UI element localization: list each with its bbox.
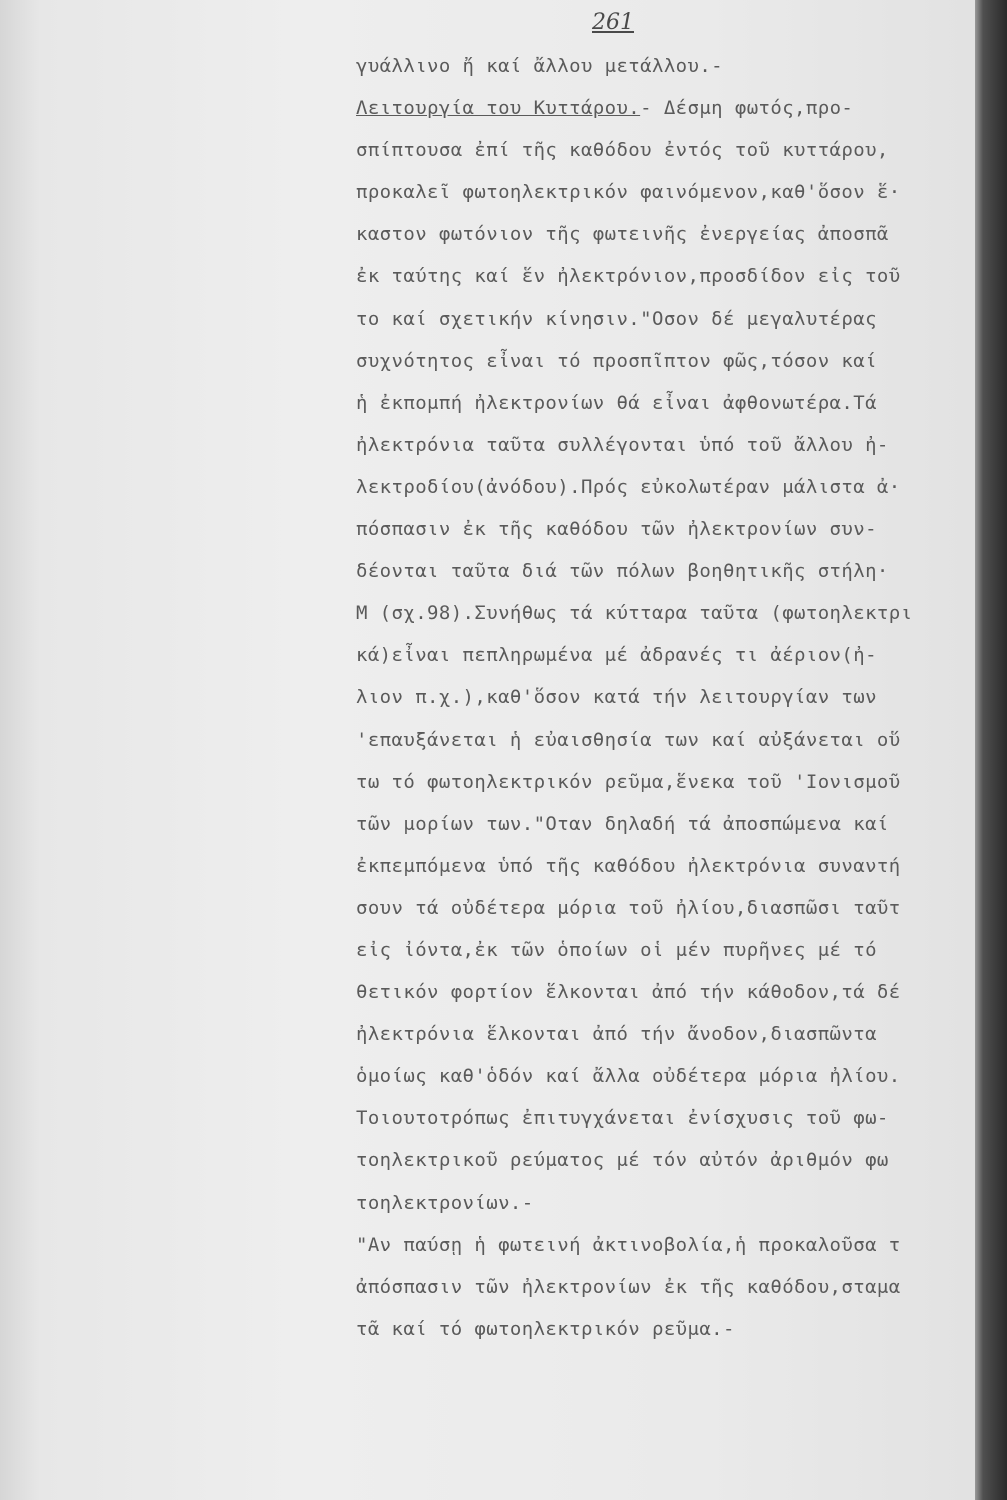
text-line: τῶν μορίων των."Οταν δηλαδή τά ἀποσπώμενα καί — [356, 812, 889, 835]
text-line: "Αν παύσῃ ἡ φωτεινή ἀκτινοβολία,ἡ προκαλοῦσα τ — [356, 1233, 901, 1256]
text-line: 'επαυξάνεται ἡ εὐαισθησία των καί αὐξάνεται οὕ — [356, 728, 901, 751]
text-line: καστον φωτόνιον τῆς φωτεινῆς ἐνεργείας ἀποσπᾶ — [356, 223, 889, 246]
text-line: ἀπόσπασιν τῶν ἠλεκτρονίων ἐκ τῆς καθόδου,σταμα — [356, 1275, 901, 1298]
section-heading: Λειτουργία του Κυττάρου. — [356, 97, 641, 120]
text-line: τοηλεκτρονίων.- — [356, 1191, 534, 1214]
text-line: Τοιουτοτρόπως ἐπιτυγχάνεται ἐνίσχυσις τοῦ φω- — [356, 1107, 889, 1130]
body-text — [356, 45, 972, 1350]
text-line: θετικόν φορτίον ἕλκονται ἀπό τήν κάθοδον,τά δέ — [356, 981, 901, 1004]
text-line: κά)εἶναι πεπληρωμένα μέ ἀδρανές τι ἀέριον(ἠ- — [356, 644, 877, 667]
text-line — [356, 87, 972, 129]
page-number: 261 — [592, 10, 634, 35]
text-line: γυάλλινο ἤ καί ἄλλου μετάλλου.- — [356, 55, 724, 77]
text-line: λιον π.χ.),καθ'ὅσον κατά τήν λειτουργίαν των — [356, 686, 877, 709]
text-line: ἐκπεμπόμενα ὑπό τῆς καθόδου ἠλεκτρόνια συναντή — [356, 854, 901, 877]
text-line: δέονται ταῦτα διά τῶν πόλων βοηθητικῆς στήλη· — [356, 560, 889, 583]
text-line: σουν τά οὐδέτερα μόρια τοῦ ἠλίου,διασπῶσι ταῦτ — [356, 896, 901, 919]
text-line: ἠλεκτρόνια ταῦτα συλλέγονται ὑπό τοῦ ἄλλου ἠ- — [356, 433, 889, 456]
text-line: ἠλεκτρόνια ἕλκονται ἀπό τήν ἄνοδον,διασπῶντα — [356, 1023, 877, 1046]
text-line: ἡ ἐκπομπή ἠλεκτρονίων θά εἶναι ἀφθονωτέρα.Τά — [356, 391, 877, 414]
text-line: λεκτροδίου(ἀνόδου).Πρός εὐκολωτέραν μάλιστα ἀ· — [356, 475, 901, 498]
text-line: το καί σχετικήν κίνησιν."Οσον δέ μεγαλυτέρας — [356, 307, 877, 330]
text-line: ὁμοίως καθ'ὁδόν καί ἄλλα οὐδέτερα μόρια ἠλίου. — [356, 1065, 901, 1088]
text-line: ἐκ ταύτης καί ἕν ἠλεκτρόνιον,προσδίδον εἰς τοῦ — [356, 265, 901, 288]
text-line: Μ (σχ.98).Συνήθως τά κύτταρα ταῦτα (φωτοηλεκτρι — [356, 602, 913, 625]
text-line: σπίπτουσα ἐπί τῆς καθόδου ἐντός τοῦ κυττάρου, — [356, 139, 889, 162]
text-line: προκαλεῖ φωτοηλεκτρικόν φαινόμενον,καθ'ὅσον ἕ· — [356, 181, 901, 204]
text-line: τᾶ καί τό φωτοηλεκτρικόν ρεῦμα.- — [356, 1317, 735, 1340]
text-line: πόσπασιν ἐκ τῆς καθόδου τῶν ἠλεκτρονίων συν- — [356, 518, 877, 541]
text-line: τοηλεκτρικοῦ ρεύματος μέ τόν αὐτόν ἀριθμόν φω — [356, 1149, 889, 1172]
page-edge-shadow — [975, 0, 1007, 1500]
text-line: τω τό φωτοηλεκτρικόν ρεῦμα,ἕνεκα τοῦ 'Ιονισμοῦ — [356, 770, 901, 793]
text-line: εἰς ἰόντα,ἐκ τῶν ὁποίων οἱ μέν πυρῆνες μέ τό — [356, 938, 877, 961]
text-line: συχνότητος εἶναι τό προσπῖπτον φῶς,τόσον καί — [356, 349, 877, 372]
heading-line-rest: - Δέσμη φωτός,προ- — [640, 97, 854, 120]
